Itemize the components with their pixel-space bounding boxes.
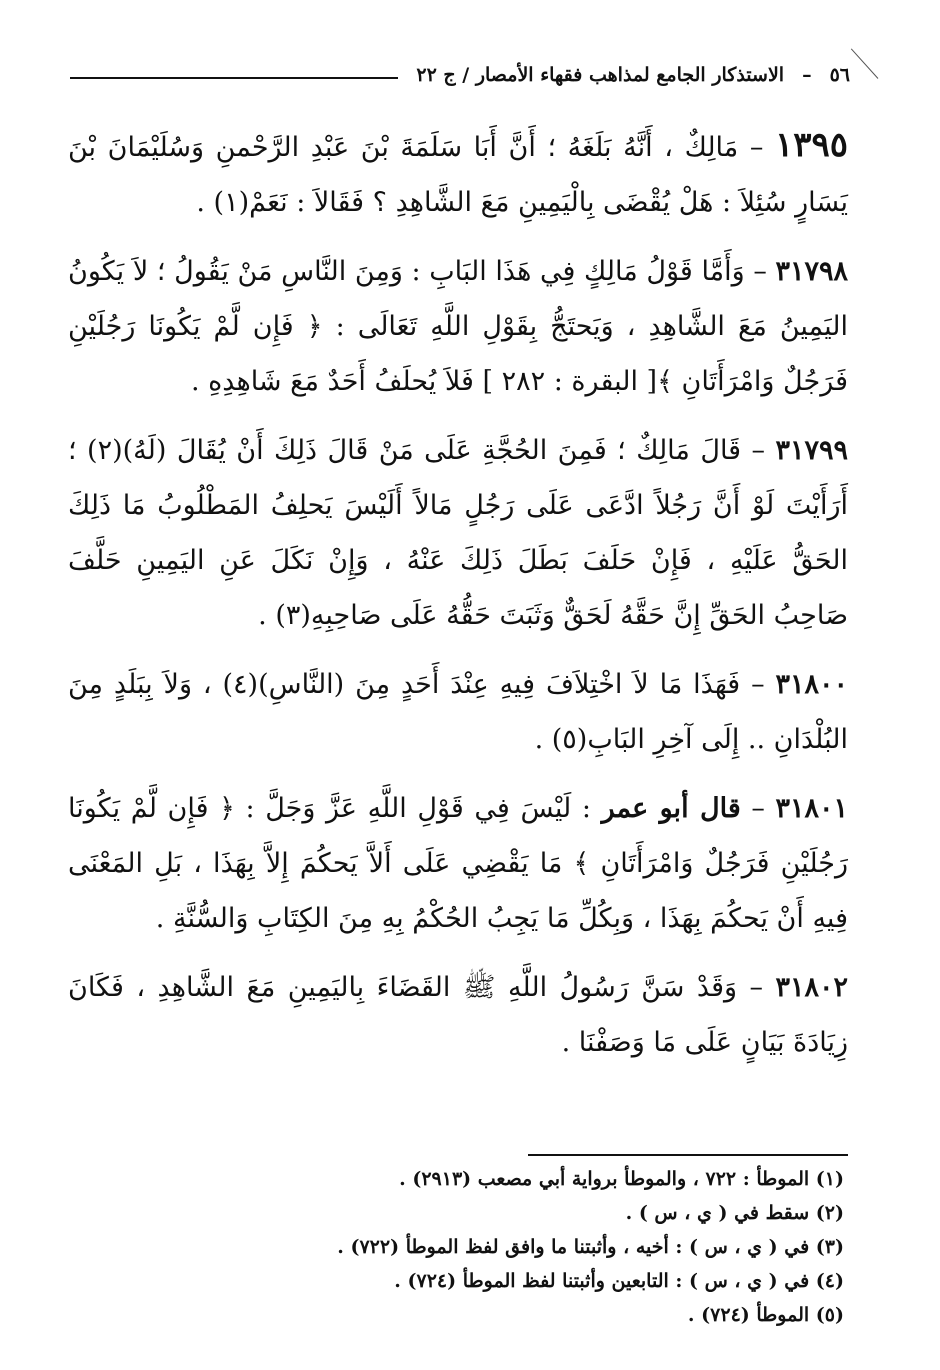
paragraph-end: . <box>534 724 552 755</box>
footnote-rule <box>528 1154 848 1156</box>
page-number: ٥٦ <box>829 64 850 86</box>
header-rule <box>70 77 398 79</box>
paragraph-number: ٣١٨٠٢ <box>775 972 849 1003</box>
running-header <box>70 64 850 86</box>
main-text <box>68 118 848 1084</box>
paragraph-31799 <box>68 423 848 643</box>
paragraph-dash: – <box>751 669 765 700</box>
paragraph-dash: – <box>749 972 764 1003</box>
paragraph-number: ٣١٨٠١ <box>775 793 848 824</box>
paragraph-dash: – <box>749 132 764 163</box>
paragraph-text: : لَيْسَ فِي قَوْلِ اللَّهِ عَزَّ وَجَلَّ : ﴿ فَإِن لَّمْ يَكُونَا رَجُلَيْنِ فَرَجُلٌ وَامْرَأَتَانِ ﴾ مَا يَقْضِي عَلَى أَلاَّ يَحكُمَ إِلاَّ بِهَذَا ، بَلِ المَعْنَى فِيهِ أَنْ يَحكُمَ بِهَذَا ، وَبِكُلِّ مَا يَجِبُ الحُكْمُ بِهِ مِنَ الكِتَابِ وَالسُّنَّةِ . <box>68 793 848 934</box>
paragraph-dash: – <box>753 256 767 287</box>
paragraph-dash: – <box>751 435 766 466</box>
paragraph-number: ٣١٧٩٩ <box>775 435 848 466</box>
paragraph-end: . <box>258 600 276 631</box>
footnote-2: (٢) سقط في ( ي ، س ) . <box>625 1202 844 1224</box>
footnote-1: (١) الموطأ : ٧٢٢ ، والموطأ برواية أبي مصعب (٢٩١٣) . <box>399 1168 844 1190</box>
paragraph-31801 <box>68 781 848 946</box>
paragraph-31798 <box>68 244 848 409</box>
footnote-5: (٥) الموطأ (٧٢٤) . <box>687 1304 844 1326</box>
header-title: الاستذكار الجامع لمذاهب فقهاء الأمصار / ج ٢٢ <box>416 64 785 86</box>
paragraph-end: . <box>196 187 214 218</box>
footnote-ref: (١) <box>213 187 250 218</box>
footnote-ref: (٥) <box>551 724 588 755</box>
paragraph-dash: – <box>751 793 765 824</box>
paragraph-1395 <box>68 118 848 230</box>
paragraph-text: قَالَ مَالِكٌ ؛ فَمِنَ الحُجَّةِ عَلَى مَنْ قَالَ ذَلِكَ أَنْ يُقَالَ (لَهُ)(٢) ؛ أَرَأَيْتَ لَوْ أَنَّ رَجُلاً ادَّعَى عَلَى رَجُلٍ مَالاً أَلَيْسَ يَحلِفُ المَطْلُوبُ مَا ذَلِكَ الحَقُّ عَلَيْهِ ، فَإِنْ حَلَفَ بَطَلَ ذَلِكَ عَنْهُ ، وَإِنْ نَكَلَ عَنِ اليَمِينِ حَلَّفَ صَاحِبُ الحَقِّ إِنَّ حَقَّهُ لَحَقٌّ وَثَبَتَ حَقُّهُ عَلَى صَاحِبِهِ <box>68 435 848 631</box>
footnote-3: (٣) في ( ي ، س ) : أخيه ، وأثبتنا ما وافق لفظ الموطأ (٧٢٢) . <box>337 1236 844 1258</box>
paragraph-lead: قال أبو عمر <box>601 793 741 824</box>
paragraph-text: مَالِكٌ ، أَنَّهُ بَلَغَهُ ؛ أَنَّ أَبَا سَلَمَةَ بْنَ عَبْدِ الرَّحْمنِ وَسُلَيْمَانَ بْنَ يَسَارٍ سُئِلاَ : هَلْ يُقْضَى بِالْيَمِينِ مَعَ الشَّاهِدِ ؟ فَقَالاَ : نَعَمْ <box>68 132 848 218</box>
paragraph-31800 <box>68 657 848 767</box>
header-separator: – <box>802 64 812 86</box>
paragraph-text: فَهَذَا مَا لاَ اخْتِلاَفَ فِيهِ عِنْدَ أَحَدٍ مِنَ (النَّاسِ)(٤) ، وَلاَ بِبَلَدٍ مِنَ البُلْدَانِ .. إِلَى آخِرِ البَابِ <box>68 669 848 755</box>
footnote-4: (٤) في ( ي ، س ) : التابعين وأثبتنا لفظ الموطأ (٧٢٤) . <box>394 1270 844 1292</box>
footnote-ref: (٣) <box>275 600 311 631</box>
paragraph-text: وَأَمَّا قَوْلُ مَالِكٍ فِي هَذَا البَابِ : وَمِنَ النَّاسِ مَنْ يَقُولُ ؛ لاَ يَكُونُ اليَمِينُ مَعَ الشَّاهِدِ ، وَيَحتَجُّ بِقَوْلِ اللَّهِ تَعَالَى : ﴿ فَإِن لَّمْ يَكُونَا رَجُلَيْنِ فَرَجُلٌ وَامْرَأَتَانِ ﴾[ البقرة : ٢٨٢ ] فَلاَ يُحلَفُ أَحَدٌ مَعَ شَاهِدِهِ . <box>68 256 849 397</box>
paragraph-number: ٣١٧٩٨ <box>775 256 848 287</box>
paragraph-31802 <box>68 960 848 1070</box>
corner-mark <box>851 48 879 78</box>
footnotes <box>68 1162 844 1332</box>
paragraph-text: وَقَدْ سَنَّ رَسُولُ اللَّهِ ﷺ القَضَاءَ بِاليَمِينِ مَعَ الشَّاهِدِ ، فَكَانَ زِيَادَةَ بَيَانٍ عَلَى مَا وَصَفْنَا . <box>68 972 848 1058</box>
paragraph-number: ١٣٩٥ <box>774 125 849 165</box>
paragraph-number: ٣١٨٠٠ <box>775 669 848 700</box>
